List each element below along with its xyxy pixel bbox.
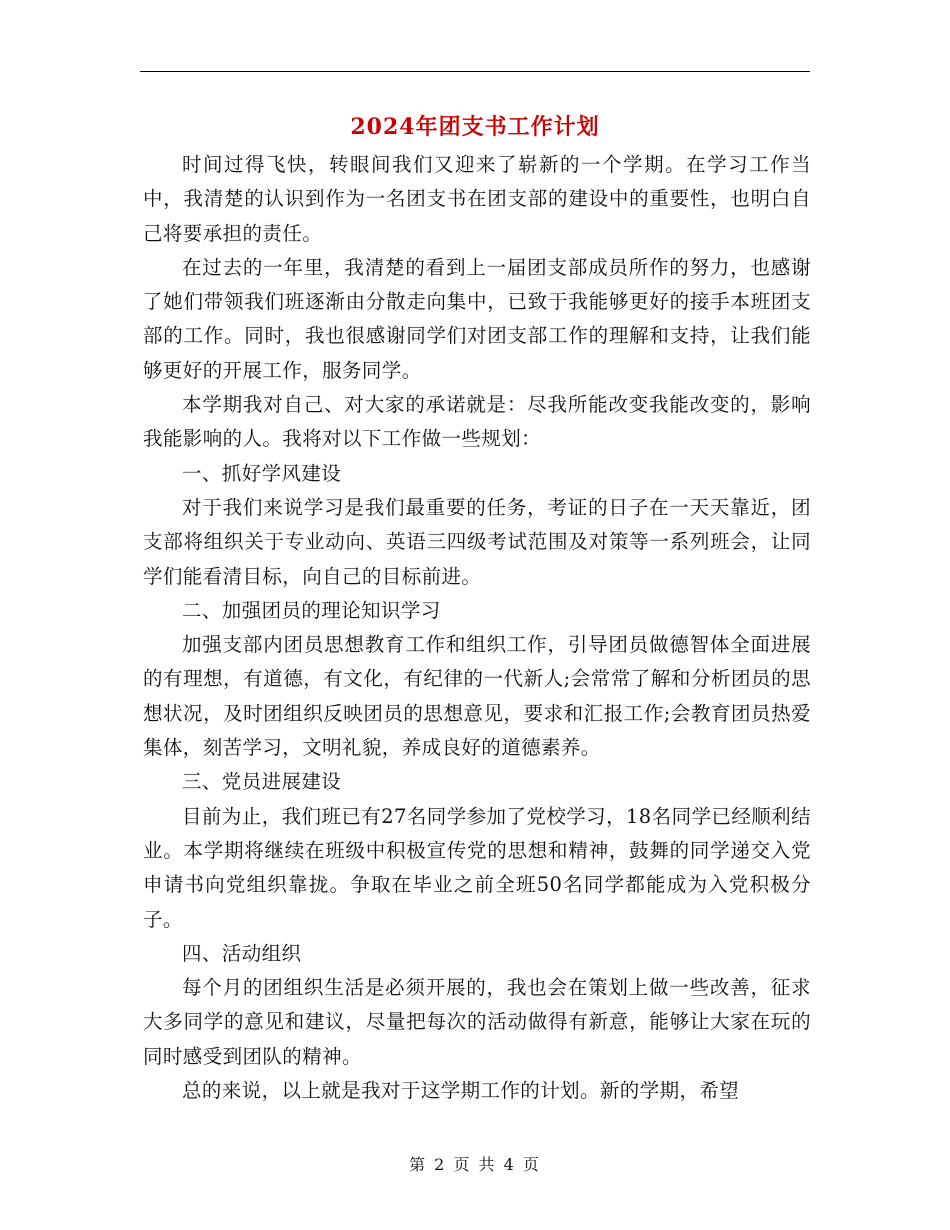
- paragraph: 本学期我对自己、对大家的承诺就是：尽我所能改变我能改变的，影响我能影响的人。我将对以下工作做一些规划：: [143, 393, 811, 451]
- document-title: 2024年团支书工作计划: [350, 114, 600, 140]
- paragraph: 目前为止，我们班已有27名同学参加了党校学习，18名同学已经顺利结业。本学期将继续在班级中积极宣传党的思想和精神，鼓舞的同学递交入党申请书向党组织靠拢。争取在毕业之前全班50名同学都能成为入党积极分子。: [143, 804, 811, 931]
- paragraph: 每个月的团组织生活是必须开展的，我也会在策划上做一些改善，征求大多同学的意见和建议，尽量把每次的活动做得有新意，能够让大家在玩的同时感受到团队的精神。: [143, 976, 811, 1068]
- section-heading: 二、加强团员的理论知识学习: [182, 598, 441, 622]
- paragraph: 加强支部内团员思想教育工作和组织工作，引导团员做德智体全面进展的有理想，有道德，有文化，有纪律的一代新人;会常常了解和分析团员的思想状况，及时团组织反映团员的思想意见，要求和汇报工作;会教育团员热爱集体，刻苦学习，文明礼貌，养成良好的道德素养。: [143, 633, 811, 760]
- page-footer: [0, 1152, 950, 1175]
- paragraph: 对于我们来说学习是我们最重要的任务，考证的日子在一天天靠近，团支部将组织关于专业动向、英语三四级考试范围及对策等一系列班会，让同学们能看清目标，向自己的目标前进。: [143, 495, 811, 588]
- section-heading: 四、活动组织: [182, 941, 302, 965]
- paragraph: 在过去的一年里，我清楚的看到上一届团支部成员所作的努力，也感谢了她们带领我们班逐渐由分散走向集中，已致于我能够更好的接手本班团支部的工作。同时，我也很感谢同学们对团支部工作的理解和支持，让我们能够更好的开展工作，服务同学。: [143, 255, 811, 382]
- paragraph: 时间过得飞快，转眼间我们又迎来了崭新的一个学期。在学习工作当中，我清楚的认识到作为一名团支书在团支部的建设中的重要性，也明白自己将要承担的责任。: [143, 153, 811, 245]
- section-heading: 三、党员进展建设: [182, 770, 342, 794]
- page-number-label: 第 2 页 共 4 页: [409, 1155, 541, 1174]
- section-heading: 一、抓好学风建设: [182, 461, 342, 485]
- paragraph: 总的来说，以上就是我对于这学期工作的计划。新的学期，希望: [182, 1079, 740, 1103]
- document-body: [143, 148, 811, 1108]
- header-rule: [140, 71, 810, 72]
